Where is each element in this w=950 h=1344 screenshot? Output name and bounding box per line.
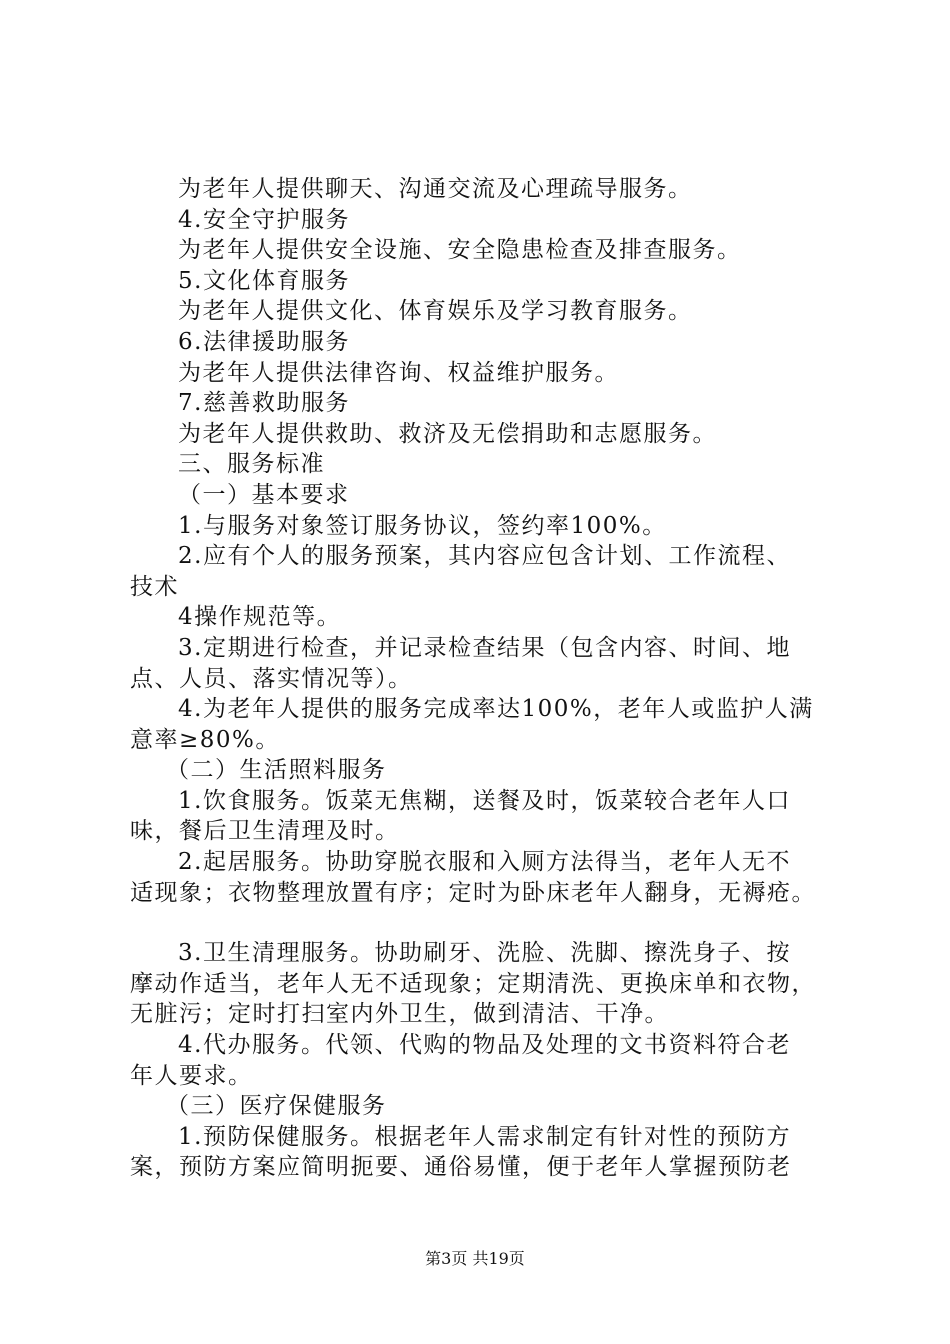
text-line: 1.饮食服务。饭菜无焦糊，送餐及时，饭菜较合老年人口 bbox=[178, 787, 791, 814]
text-line: 年人要求。 bbox=[130, 1062, 253, 1089]
text-line: 味，餐后卫生清理及时。 bbox=[130, 818, 400, 845]
text-line: 3.卫生清理服务。协助刷牙、洗脸、洗脚、擦洗身子、按 bbox=[178, 940, 791, 967]
text-line: 为老年人提供救助、救济及无偿捐助和志愿服务。 bbox=[178, 420, 717, 447]
text-line: 摩动作适当，老年人无不适现象；定期清洗、更换床单和衣物， bbox=[130, 970, 816, 997]
text-line: 为老年人提供文化、体育娱乐及学习教育服务。 bbox=[178, 298, 693, 325]
subsection-heading: （二）生活照料服务 bbox=[166, 757, 387, 784]
section-heading: 5.文化体育服务 bbox=[178, 267, 350, 294]
body-text bbox=[130, 174, 850, 1183]
text-line: 3.定期进行检查，并记录检查结果（包含内容、时间、地 bbox=[178, 634, 791, 661]
text-line: 适现象；衣物整理放置有序；定时为卧床老年人翻身，无褥疮。 bbox=[130, 879, 816, 906]
text-line: 1.与服务对象签订服务协议，签约率100%。 bbox=[178, 512, 667, 539]
text-line: 4操作规范等。 bbox=[178, 604, 342, 631]
text-line: 意率≥80%。 bbox=[130, 726, 280, 753]
text-line: 技术 bbox=[130, 573, 179, 600]
text-line: 点、人员、落实情况等）。 bbox=[130, 665, 413, 692]
text-line: 2.起居服务。协助穿脱衣服和入厕方法得当，老年人无不 bbox=[178, 849, 791, 876]
text-line: 无脏污；定时打扫室内外卫生，做到清洁、干净。 bbox=[130, 1001, 669, 1028]
section-heading: 4.安全守护服务 bbox=[178, 206, 350, 233]
chapter-heading: 三、服务标准 bbox=[178, 451, 325, 478]
section-heading: 7.慈善救助服务 bbox=[178, 390, 350, 417]
text-line: 案，预防方案应简明扼要、通俗易懂，便于老年人掌握预防老 bbox=[130, 1154, 792, 1181]
text-line: 为老年人提供聊天、沟通交流及心理疏导服务。 bbox=[178, 176, 693, 202]
text-line: 2.应有个人的服务预案，其内容应包含计划、工作流程、 bbox=[178, 543, 791, 570]
subsection-heading: （一）基本要求 bbox=[178, 481, 350, 508]
page-number-footer: 第3页 共19页 bbox=[425, 1249, 525, 1268]
text-line: 4.为老年人提供的服务完成率达100%，老年人或监护人满 bbox=[178, 696, 814, 723]
section-heading: 6.法律援助服务 bbox=[178, 328, 350, 355]
text-line: 为老年人提供法律咨询、权益维护服务。 bbox=[178, 359, 619, 386]
text-line: 为老年人提供安全设施、安全隐患检查及排查服务。 bbox=[178, 237, 742, 264]
subsection-heading: （三）医疗保健服务 bbox=[166, 1093, 387, 1120]
blank-line bbox=[130, 908, 850, 938]
text-line: 4.代办服务。代领、代购的物品及处理的文书资料符合老 bbox=[178, 1032, 791, 1059]
text-line: 1.预防保健服务。根据老年人需求制定有针对性的预防方 bbox=[178, 1123, 791, 1150]
